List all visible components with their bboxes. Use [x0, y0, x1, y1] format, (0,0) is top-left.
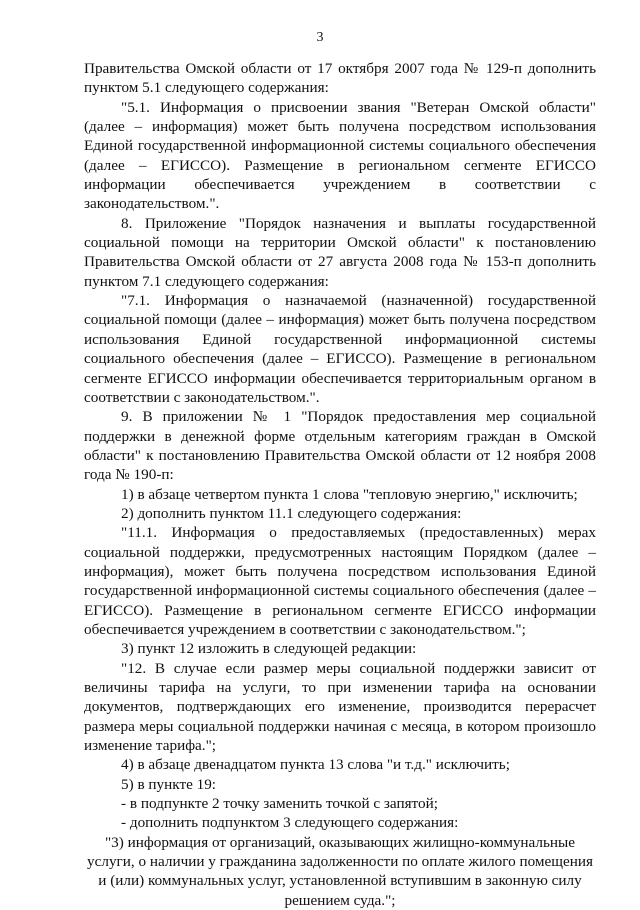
paragraph: 1) в абзаце четвертом пункта 1 слова "тепловую энергию," исключить; — [121, 485, 578, 503]
paragraph: 2) дополнить пунктом 11.1 следующего содержания: — [121, 504, 462, 522]
paragraph: - дополнить подпунктом 3 следующего содержания: — [121, 814, 459, 832]
paragraph: 9. В приложении № 1 "Порядок предоставления мер социальной поддержки в денежной форме отдельным категориям граждан в Омской области" к постановлению Правительства Омской области от 12 ноября 2008 года № 190-п: — [84, 408, 596, 484]
paragraph: "3) информация от организаций, оказывающих жилищно-коммунальные услуги, о наличии у гражданина задолженности по оплате жилого помещения и (или) коммунальных услуг, установленной вступившим в законную силу решением суда."; — [87, 833, 593, 909]
paragraph: Правительства Омской области от 17 октября 2007 года № 129-п дополнить пунктом 5.1 следующего содержания: — [84, 60, 596, 97]
document-body — [84, 59, 596, 910]
paragraph: "5.1. Информация о присвоении звания "Ветеран Омской области" (далее – информация) может быть получена посредством использования Единой государственной информационной системы социального обеспечения (далее – ЕГИССО). Размещение в региональном сегменте ЕГИССО информации обеспечивается учреждением в соответствии с законодательством.". — [84, 98, 596, 213]
paragraph: "7.1. Информация о назначаемой (назначенной) государственной социальной помощи (далее – информация) может быть получена посредством использования Единой государственной информационной системы социального обеспечения (далее – ЕГИССО). Размещение в региональном сегменте ЕГИССО информации обеспечивается территориальным органом в соответствии с законодательством.". — [84, 292, 596, 406]
paragraph: 8. Приложение "Порядок назначения и выплаты государственной социальной помощи на территории Омской области" к постановлению Правительства Омской области от 27 августа 2008 года № 153-п дополнить пунктом 7.1 следующего содержания: — [84, 214, 596, 290]
paragraph: - в подпункте 2 точку заменить точкой с запятой; — [121, 795, 438, 813]
paragraph: "12. В случае если размер меры социальной поддержки зависит от величины тарифа на услуги, то при изменении тарифа на основании документов, подтверждающих его изменение, производится перерасчет размера меры социальной поддержки начиная с месяца, в котором произошло изменение тарифа."; — [84, 659, 596, 755]
paragraph: "11.1. Информация о предоставляемых (предоставленных) мерах социальной поддержки, предусмотренных настоящим Порядком (далее – информация), может быть получена посредством использования Единой государственной информационной системы социального обеспечения (далее – ЕГИССО). Размещение в региональном сегменте ЕГИССО информации обеспечивается учреждением в соответствии с законодательством."; — [84, 524, 596, 638]
paragraph: 4) в абзаце двенадцатом пункта 13 слова "и т.д." исключить; — [121, 756, 510, 774]
paragraph: 3) пункт 12 изложить в следующей редакции: — [121, 640, 417, 658]
paragraph: 5) в пункте 19: — [121, 775, 217, 793]
page-number: 3 — [316, 30, 324, 45]
